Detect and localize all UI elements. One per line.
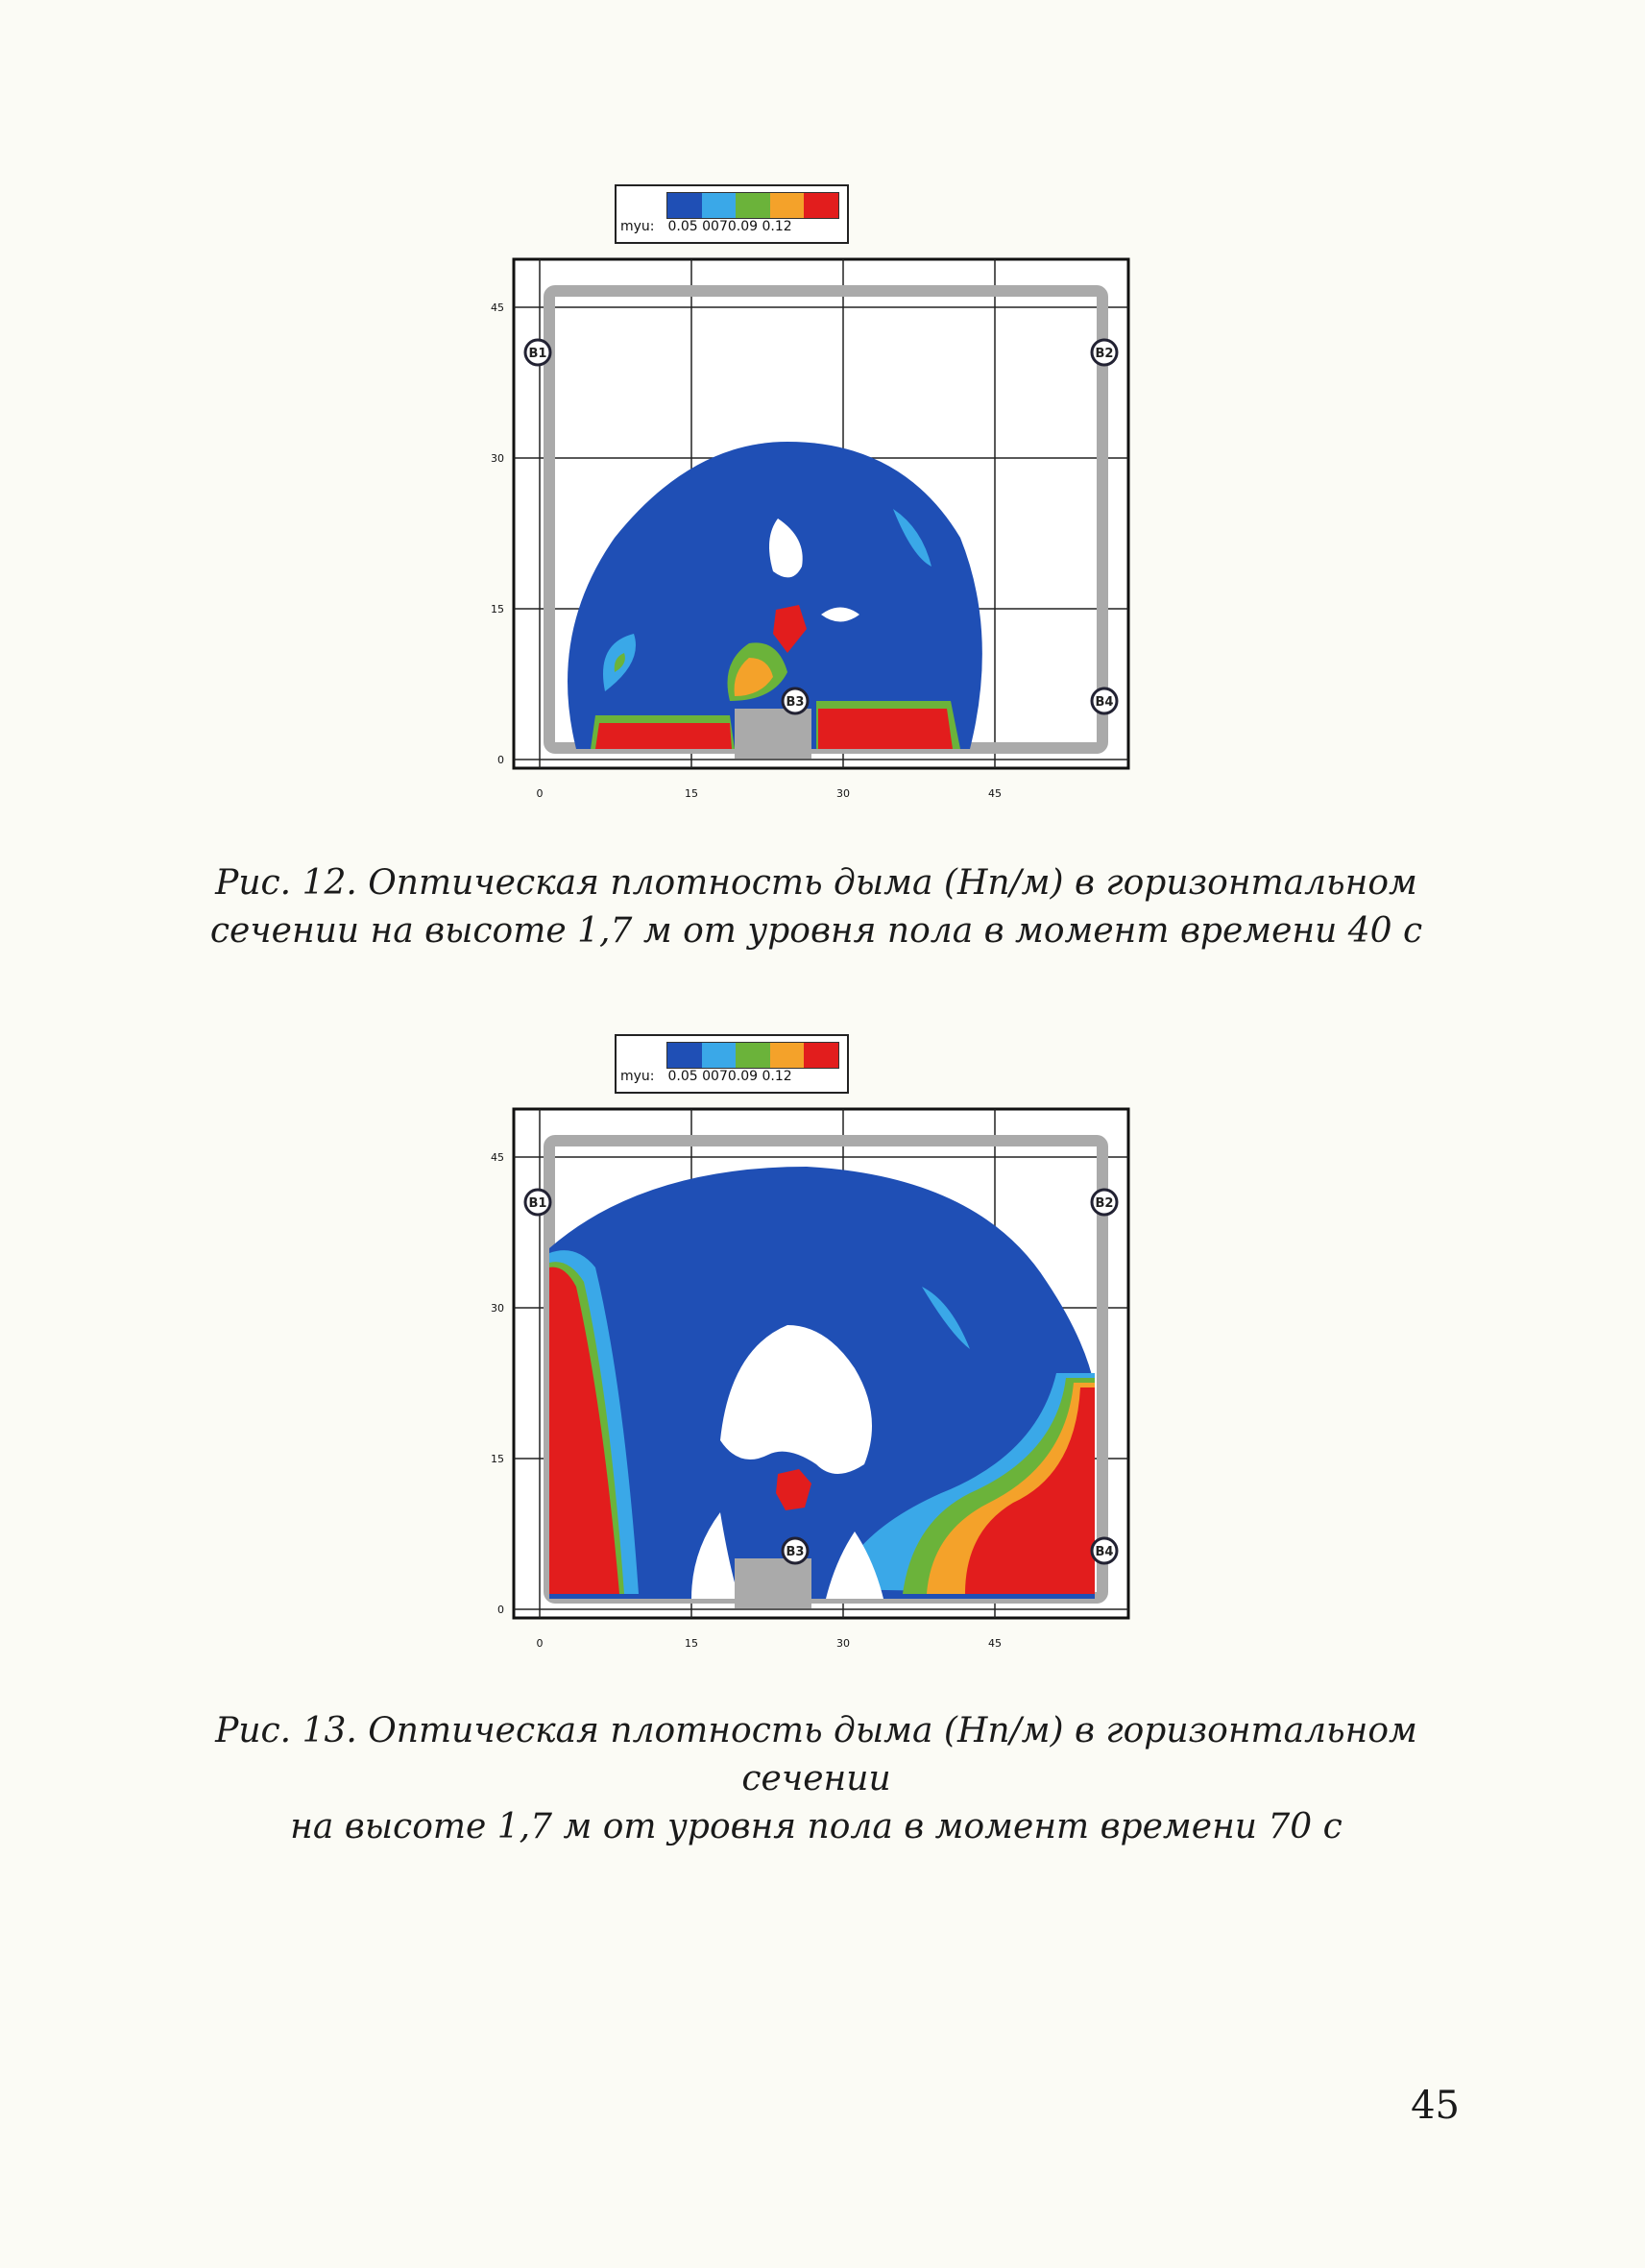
- legend-swatch-3: [736, 193, 770, 218]
- legend-swatch-5: [804, 193, 838, 218]
- legend-swatch-2: [702, 1043, 737, 1068]
- smoke-map-svg: [491, 250, 1152, 845]
- legend-swatch-3: [736, 1043, 770, 1068]
- legend-swatch-1: [667, 193, 702, 218]
- sensor-b3: [783, 1538, 808, 1563]
- legend-swatch-1: [667, 1043, 702, 1068]
- legend-swatch-5: [804, 1043, 838, 1068]
- caption-line: Рис. 12. Оптическая плотность дыма (Нп/м) в горизонтальном: [215, 863, 1417, 903]
- x-tick-15: 15: [685, 1637, 698, 1650]
- svg-text:B3: B3: [786, 695, 805, 710]
- sensor-b1: [525, 340, 550, 365]
- x-tick-0: 0: [536, 787, 544, 800]
- sensor-b4: [1092, 688, 1117, 713]
- smoke-zone-red-bottom-right: [818, 709, 953, 749]
- caption-line: сечении на высоте 1,7 м от уровня пола в момент времени 40 с: [209, 911, 1423, 951]
- svg-text:B3: B3: [786, 1545, 805, 1559]
- central-structure: [735, 1558, 811, 1608]
- smoke-zone-red-bottom-left: [595, 723, 732, 749]
- legend-swatch-4: [770, 193, 805, 218]
- page-number: 45: [1411, 2084, 1460, 2128]
- legend-swatch-4: [770, 1043, 805, 1068]
- svg-text:B4: B4: [1095, 695, 1114, 710]
- svg-text:B2: B2: [1095, 1196, 1114, 1211]
- legend-unit: myu:: [620, 219, 655, 234]
- smoke-map-svg: [491, 1099, 1152, 1695]
- y-tick-45: 45: [491, 302, 504, 314]
- x-tick-0: 0: [536, 1637, 544, 1650]
- legend-swatches: [666, 1042, 839, 1069]
- legend-unit: myu:: [620, 1069, 655, 1084]
- y-tick-0: 0: [497, 754, 504, 766]
- x-tick-30: 30: [836, 787, 850, 800]
- sensor-b1: [525, 1190, 550, 1215]
- y-tick-45: 45: [491, 1151, 504, 1164]
- sensor-b4: [1092, 1538, 1117, 1563]
- svg-text:B2: B2: [1095, 347, 1114, 361]
- figure-12: [491, 173, 1152, 845]
- figure-13-caption: [154, 1707, 1479, 1851]
- y-tick-15: 15: [491, 603, 504, 615]
- color-legend: [615, 184, 849, 244]
- y-tick-15: 15: [491, 1453, 504, 1465]
- central-structure: [735, 709, 811, 759]
- legend-values: 0.05 0070.09 0.12: [667, 1069, 792, 1084]
- svg-text:B1: B1: [528, 347, 547, 361]
- y-tick-30: 30: [491, 452, 504, 465]
- x-tick-30: 30: [836, 1637, 850, 1650]
- smoke-density-map: [491, 1099, 1152, 1695]
- color-legend: [615, 1034, 849, 1094]
- y-tick-0: 0: [497, 1604, 504, 1616]
- caption-line: на высоте 1,7 м от уровня пола в момент времени 70 с: [290, 1807, 1343, 1846]
- caption-line: Рис. 13. Оптическая плотность дыма (Нп/м) в горизонтальном сечении: [215, 1711, 1417, 1798]
- svg-text:B1: B1: [528, 1196, 547, 1211]
- x-tick-45: 45: [988, 1637, 1002, 1650]
- sensor-b2: [1092, 1190, 1117, 1215]
- figure-13: [491, 1023, 1152, 1695]
- legend-values: 0.05 0070.09 0.12: [667, 219, 792, 234]
- y-tick-30: 30: [491, 1302, 504, 1315]
- sensor-b3: [783, 688, 808, 713]
- figure-12-caption: [192, 859, 1440, 955]
- smoke-density-map: [491, 250, 1152, 845]
- svg-text:B4: B4: [1095, 1545, 1114, 1559]
- legend-swatch-2: [702, 193, 737, 218]
- x-tick-15: 15: [685, 787, 698, 800]
- x-tick-45: 45: [988, 787, 1002, 800]
- sensor-b2: [1092, 340, 1117, 365]
- legend-swatches: [666, 192, 839, 219]
